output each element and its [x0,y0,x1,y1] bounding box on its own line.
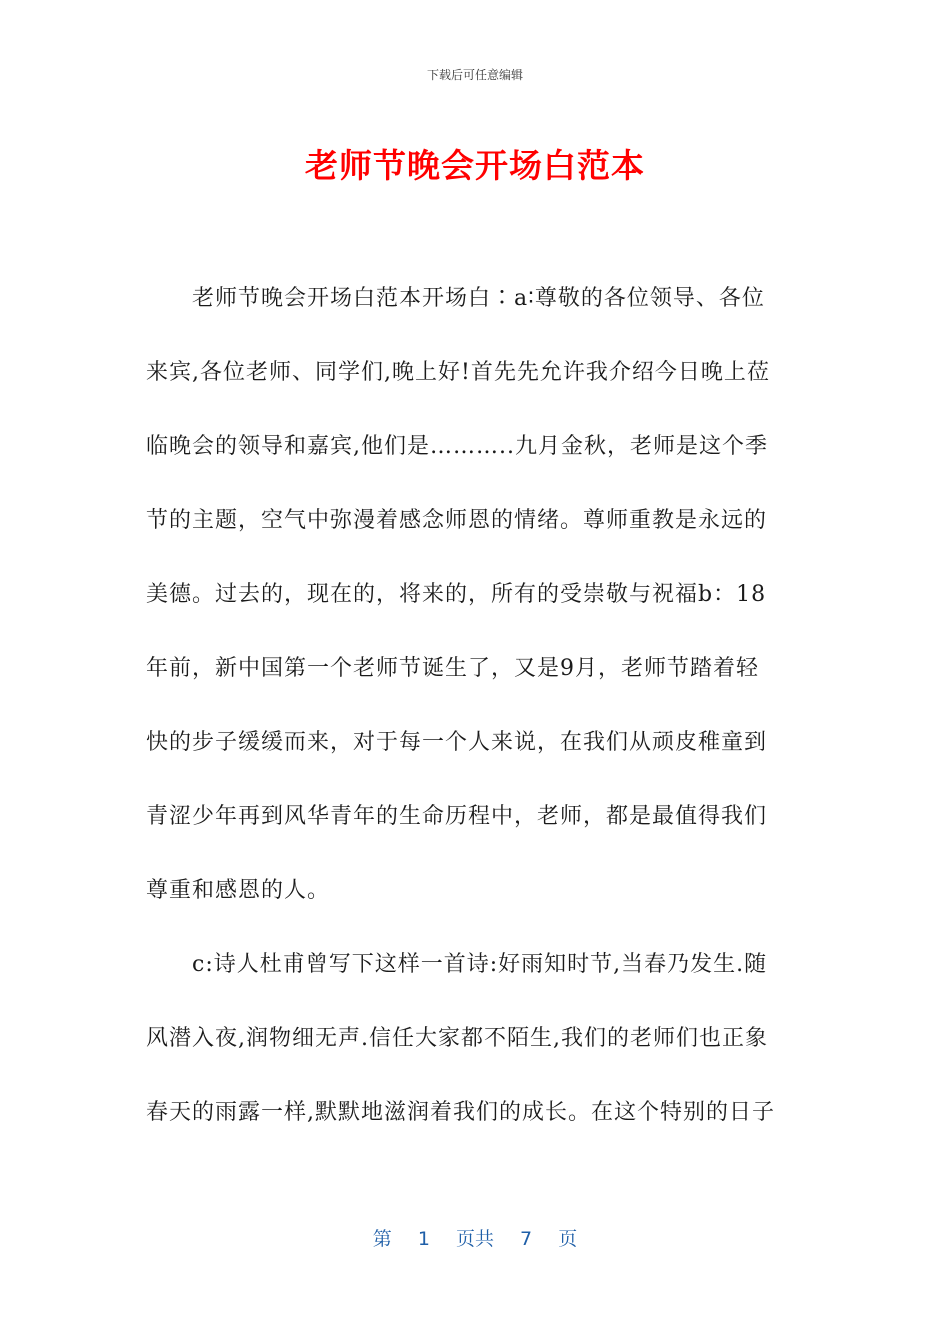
body-line: 节的主题，空气中弥漫着感念师恩的情绪。尊师重教是永远的 [146,508,768,533]
body-line: 临晚会的领导和嘉宾,他们是………..九月金秋，老师是这个季 [146,434,768,459]
body-line: 风潜入夜,润物细无声.信任大家都不陌生,我们的老师们也正象 [146,1026,768,1051]
footer-page-number: 1 [417,1228,430,1250]
footer-middle: 页共 [455,1228,494,1250]
body-line: 来宾,各位老师、同学们,晚上好!首先先允许我介绍今日晚上莅 [146,360,770,385]
body-line: 尊重和感恩的人。 [146,878,331,903]
footer-prefix: 第 [372,1228,392,1250]
document-body [146,262,806,1150]
header-note: 下载后可任意编辑 [426,68,523,82]
document-title: 老师节晚会开场白范本 [305,146,645,185]
page-footer [0,1224,950,1251]
body-line: 青涩少年再到风华青年的生命历程中，老师，都是最值得我们 [146,804,768,829]
body-line: c:诗人杜甫曾写下这样一首诗:好雨知时节,当春乃发生.随 [146,952,768,977]
footer-suffix: 页 [558,1228,578,1250]
body-line: 年前，新中国第一个老师节诞生了，又是9月，老师节踏着轻 [146,656,759,681]
body-line: 春天的雨露一样,默默地滋润着我们的成长。在这个特别的日子 [146,1100,775,1125]
body-line: 老师节晚会开场白范本开场白∶a∶尊敬的各位领导、各位 [146,286,765,311]
body-line: 快的步子缓缓而来，对于每一个人来说，在我们从顽皮稚童到 [146,730,768,755]
body-line: 美德。过去的，现在的，将来的，所有的受崇敬与祝福b：18 [146,582,767,607]
footer-total-pages: 7 [520,1228,533,1250]
